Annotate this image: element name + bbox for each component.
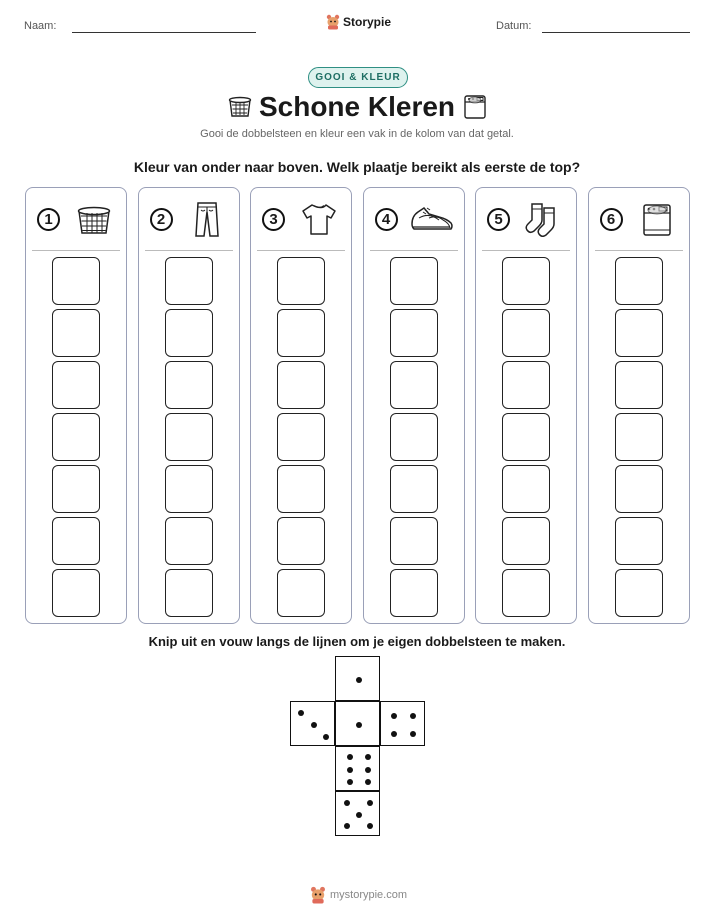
dice-pip: [367, 800, 373, 806]
sneakers-icon: [409, 200, 455, 238]
laundry-basket-icon: [71, 200, 117, 238]
column-divider: [482, 250, 570, 251]
column-divider: [145, 250, 233, 251]
color-box[interactable]: [390, 257, 438, 305]
footer: [310, 886, 407, 904]
name-line[interactable]: [72, 32, 256, 33]
dice-pip: [356, 677, 362, 683]
color-box[interactable]: [165, 361, 213, 409]
dice-pip: [347, 754, 353, 760]
brand-name: Storypie: [343, 15, 392, 29]
dice-face: [335, 791, 380, 836]
dice-pip: [344, 800, 350, 806]
color-box[interactable]: [165, 569, 213, 617]
brand-logo: [326, 14, 391, 30]
column-divider: [370, 250, 458, 251]
dice-pip: [410, 731, 416, 737]
color-box[interactable]: [502, 517, 550, 565]
dice-face: [290, 701, 335, 746]
dice-face: [380, 701, 425, 746]
page-title: Schone Kleren: [258, 91, 456, 122]
dice-face: [335, 746, 380, 791]
dice-pip: [365, 754, 371, 760]
color-box[interactable]: [52, 257, 100, 305]
storypie-mascot-icon: [326, 14, 340, 30]
dice-face: [335, 656, 380, 701]
dice-pip: [356, 722, 362, 728]
color-box[interactable]: [390, 465, 438, 513]
color-box[interactable]: [52, 569, 100, 617]
dice-pip: [391, 731, 397, 737]
color-box[interactable]: [615, 257, 663, 305]
color-box[interactable]: [502, 569, 550, 617]
pants-icon: [184, 200, 230, 238]
column-number: 2: [150, 208, 173, 231]
dice-pip: [365, 779, 371, 785]
color-box[interactable]: [52, 517, 100, 565]
laundry-basket-icon: [226, 92, 254, 120]
washing-machine-icon: [462, 92, 488, 120]
column-number: 4: [375, 208, 398, 231]
page-subtitle: Gooi de dobbelsteen en kleur een vak in de kolom van dat getal.: [200, 128, 514, 140]
color-box[interactable]: [277, 517, 325, 565]
dice-pip: [311, 722, 317, 728]
color-box[interactable]: [502, 361, 550, 409]
color-box[interactable]: [165, 517, 213, 565]
dice-pip: [367, 823, 373, 829]
column-number: 5: [487, 208, 510, 231]
washing-machine-icon: [634, 200, 680, 238]
dice-pip: [347, 767, 353, 773]
column-number: 6: [600, 208, 623, 231]
color-box[interactable]: [390, 309, 438, 357]
dice-instruction: Knip uit en vouw langs de lijnen om je eigen dobbelsteen te maken.: [148, 634, 566, 649]
color-box[interactable]: [165, 257, 213, 305]
color-box[interactable]: [277, 569, 325, 617]
socks-icon: [521, 200, 567, 238]
color-box[interactable]: [52, 309, 100, 357]
dice-pip: [410, 713, 416, 719]
color-box[interactable]: [502, 257, 550, 305]
date-label: Datum:: [496, 20, 532, 32]
dice-pip: [344, 823, 350, 829]
color-box[interactable]: [52, 413, 100, 461]
color-box[interactable]: [615, 465, 663, 513]
tshirt-icon: [296, 200, 342, 238]
color-box[interactable]: [277, 413, 325, 461]
color-box[interactable]: [390, 569, 438, 617]
color-box[interactable]: [615, 361, 663, 409]
dice-face: [335, 701, 380, 746]
column-1: [25, 187, 127, 624]
color-box[interactable]: [390, 517, 438, 565]
color-box[interactable]: [277, 309, 325, 357]
column-4: [363, 187, 465, 624]
dice-pip: [298, 710, 304, 716]
color-box[interactable]: [277, 465, 325, 513]
column-2: [138, 187, 240, 624]
color-box[interactable]: [615, 517, 663, 565]
color-box[interactable]: [502, 413, 550, 461]
color-box[interactable]: [52, 465, 100, 513]
color-box[interactable]: [165, 465, 213, 513]
name-label: Naam:: [24, 20, 57, 32]
color-box[interactable]: [165, 309, 213, 357]
dice-pip: [323, 734, 329, 740]
color-box[interactable]: [502, 465, 550, 513]
column-divider: [257, 250, 345, 251]
color-box[interactable]: [615, 569, 663, 617]
color-box[interactable]: [502, 309, 550, 357]
column-6: [588, 187, 690, 624]
color-box[interactable]: [165, 413, 213, 461]
game-instruction: Kleur van onder naar boven. Welk plaatje bereikt als eerste de top?: [133, 159, 581, 175]
column-divider: [595, 250, 683, 251]
color-box[interactable]: [390, 361, 438, 409]
dice-pip: [391, 713, 397, 719]
activity-badge: GOOI & KLEUR: [308, 67, 408, 88]
column-divider: [32, 250, 120, 251]
dice-pip: [365, 767, 371, 773]
storypie-mascot-icon: [310, 886, 326, 904]
color-box[interactable]: [52, 361, 100, 409]
column-5: [475, 187, 577, 624]
color-box[interactable]: [277, 361, 325, 409]
column-number: 3: [262, 208, 285, 231]
dice-pip: [356, 812, 362, 818]
column-3: [250, 187, 352, 624]
color-box[interactable]: [615, 413, 663, 461]
dice-pip: [347, 779, 353, 785]
footer-url: mystorypie.com: [330, 889, 408, 901]
color-box[interactable]: [277, 257, 325, 305]
column-number: 1: [37, 208, 60, 231]
color-box[interactable]: [615, 309, 663, 357]
date-line[interactable]: [542, 32, 690, 33]
color-box[interactable]: [390, 413, 438, 461]
